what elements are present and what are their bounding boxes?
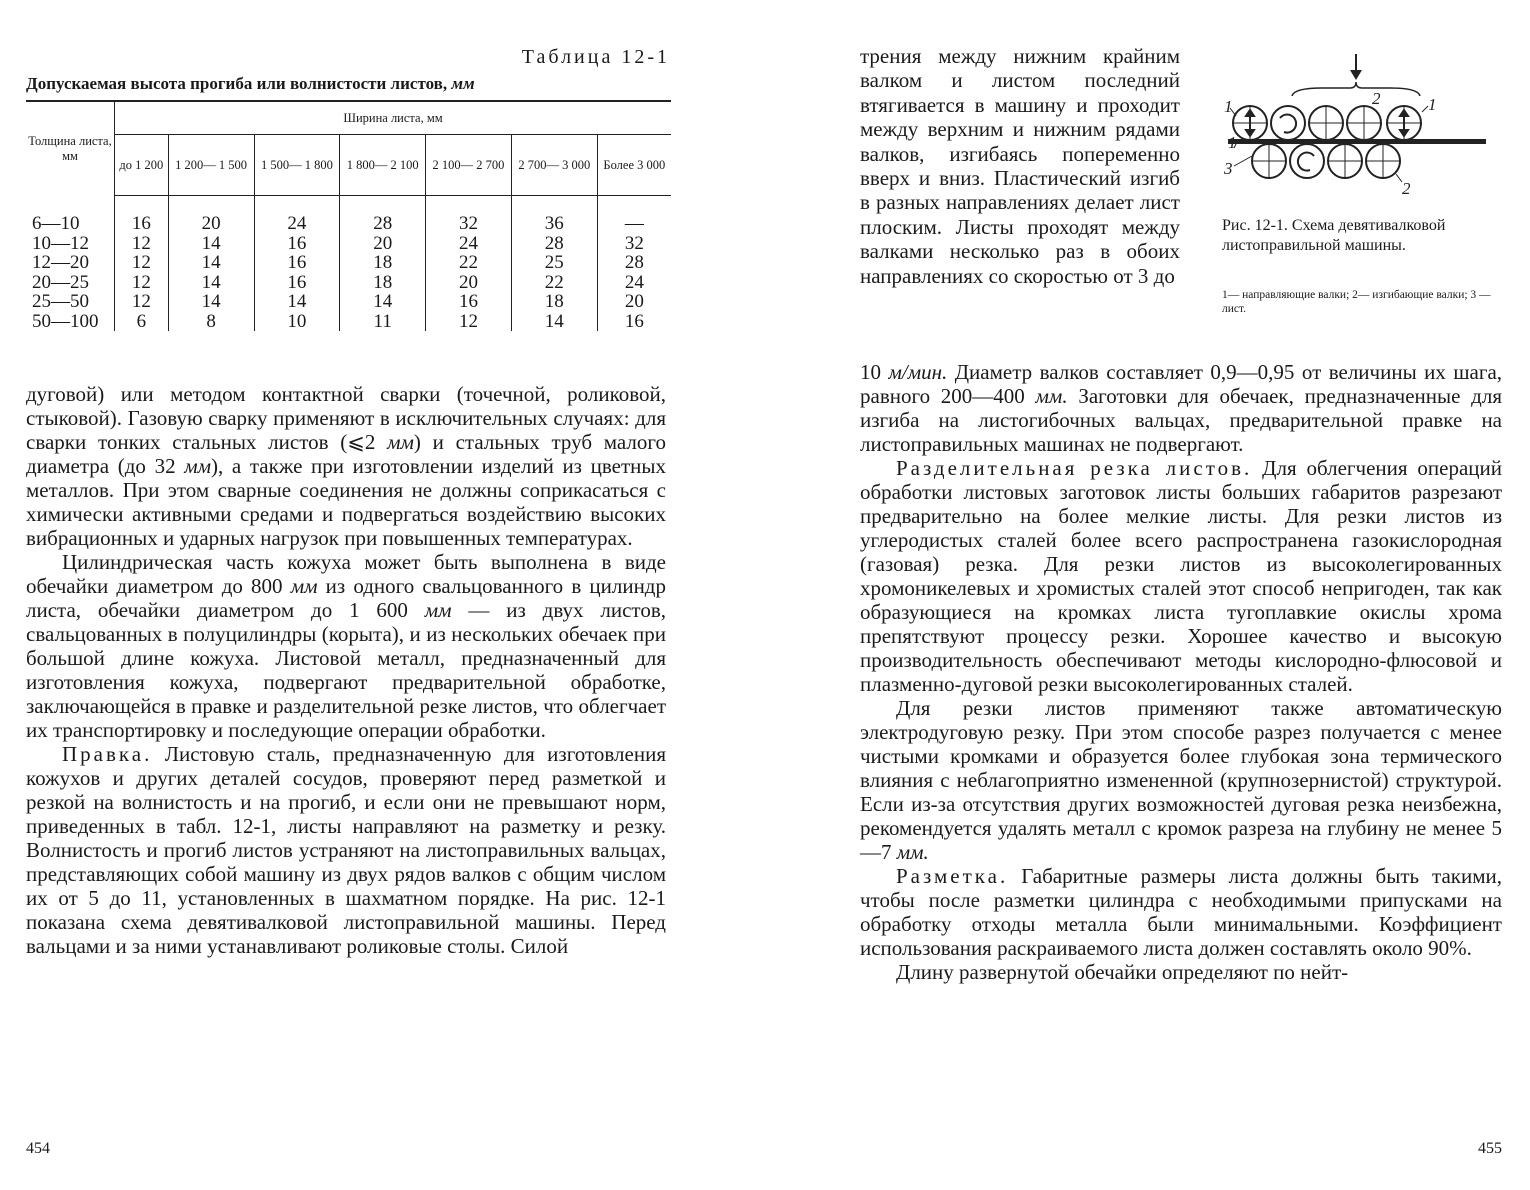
table-cell: 14 — [168, 253, 254, 273]
figure-legend: 1— направляющие валки; 2— изгибающие валки; 3 — лист. — [1222, 289, 1491, 315]
force-arrowhead-icon — [1350, 70, 1362, 80]
label-guide-left: 1 — [1224, 97, 1233, 116]
right-body-text — [860, 360, 1502, 984]
row-thickness: 6—10 — [32, 213, 80, 234]
table-cell: 24 — [597, 273, 671, 293]
text-run: Заготовки для обечаек, предназначенные для изгиба на листогибочных вальцах, предварительной правке на листоправильных машинах не подвергают. — [860, 384, 1502, 456]
text-run: Для резки листов применяют также автоматическую электродуговую резку. При этом способе разрез получается с менее чистыми кромками и образуется более глубокая зона термического влияния с неблагоприятно измененной (крупнозернистой) структурой. Если из-за отсутствия других возможностей дуговая резка неизбежна, рекомендуется удалять металл с кромок разреза на глубину не менее 5—7 — [860, 696, 1502, 864]
group-header: Ширина листа, мм — [115, 101, 672, 135]
text-run: из одного свальцованного в цилиндр листа, обечайки диаметром до 1 600 — [26, 574, 666, 622]
section-heading: Разметка. — [896, 864, 1009, 888]
label-bending-top: 2 — [1372, 89, 1381, 108]
paragraph — [860, 864, 1502, 960]
table-row — [26, 234, 671, 254]
unit: мм — [424, 598, 452, 622]
figure-caption: Рис. 12-1. Схема девятивалковой листоправильной машины. — [1222, 217, 1446, 254]
table-cell: 20 — [426, 273, 512, 293]
table-row — [26, 292, 671, 312]
table-cell: 11 — [340, 312, 426, 332]
table-cell: 25 — [511, 253, 597, 273]
paragraph — [26, 550, 666, 742]
text-run: Габаритные размеры листа должны быть такими, чтобы после разметки цилиндра с необходимыми припусками на обработку отходы металла были минимальными. Коэффициент использования раскраиваемого листа должен составлять около 90%. — [860, 864, 1502, 960]
figure-roller-machine — [1222, 48, 1512, 338]
column-header: 1 200— 1 500 — [168, 135, 254, 196]
table-cell: 18 — [511, 292, 597, 312]
label-guide-right: 1 — [1428, 95, 1437, 114]
table-cell: 28 — [597, 253, 671, 273]
paragraph — [860, 696, 1502, 864]
column-header: 1 800— 2 100 — [340, 135, 426, 196]
column-header: Более 3 000 — [597, 135, 671, 196]
table-cell: 20 — [340, 234, 426, 254]
unit: мм — [290, 574, 318, 598]
table-row — [26, 253, 671, 273]
right-page — [760, 0, 1530, 1190]
page-number: 454 — [26, 1140, 50, 1157]
roller-diagram — [1222, 48, 1512, 208]
left-page — [0, 0, 700, 1190]
unit: мм — [184, 454, 212, 478]
table-cell: 16 — [597, 312, 671, 332]
label-bending-bottom: 2 — [1402, 179, 1411, 198]
table-cell: 12 — [115, 292, 169, 312]
text-run: ), а также при изготовлении изделий из цветных металлов. При этом сварные соединения не должны соприкасаться с химически активными средами и подвергаться воздействию высоких вибрационных и ударных нагрузок при повышенных температурах. — [26, 454, 666, 550]
paragraph — [26, 382, 666, 550]
column-header: 2 700— 3 000 — [511, 135, 597, 196]
unit: мм. — [896, 840, 929, 864]
table-cell: 16 — [426, 292, 512, 312]
paragraph — [860, 456, 1502, 696]
table-cell: 14 — [254, 292, 340, 312]
rotation-arrow-icon — [1298, 153, 1314, 171]
text-run: Листовую сталь, предназначенную для изготовления кожухов и других деталей сосудов, проверяют перед разметкой и резкой на волнистость и на прогиб, и если они не превышают норм, приведенных в табл. 12-1, листы направляют на разметку и резку. Волнистость и прогиб листов устраняют на листоправильных вальцах, представляющих собой машину из двух рядов валков с общим числом их от 5 до 11, установленных в шахматном порядке. На рис. 12-1 показана схема девятивалковой листоправильной машины. Перед вальцами и за ними устанавливают роликовые столы. Силой — [26, 742, 666, 958]
table-cell: 20 — [168, 214, 254, 234]
label-guide-lower: 1 — [1228, 133, 1237, 152]
table-cell: 22 — [426, 253, 512, 273]
row-thickness: 12—20 — [32, 252, 89, 273]
unit: мм — [387, 430, 414, 454]
unit: мм. — [1035, 384, 1068, 408]
unit: м/мин. — [888, 360, 948, 384]
column-header: 2 100— 2 700 — [426, 135, 512, 196]
tolerance-table — [26, 100, 671, 331]
table-cell: 16 — [254, 253, 340, 273]
table-cell: 10 — [254, 312, 340, 332]
table-cell: 18 — [340, 253, 426, 273]
paragraph — [860, 360, 1502, 456]
table-cell: — — [597, 214, 671, 234]
right-column-text — [860, 44, 1180, 288]
bracket — [1292, 82, 1420, 96]
table-caption-unit: мм — [451, 74, 475, 93]
table-cell: 12 — [115, 234, 169, 254]
label-sheet: 3 — [1224, 159, 1233, 178]
section-heading: Правка. — [62, 742, 153, 766]
table-cell: 28 — [511, 234, 597, 254]
table-cell: 14 — [168, 273, 254, 293]
table-cell: 18 — [340, 273, 426, 293]
table-cell: 16 — [254, 273, 340, 293]
rotation-arrow-icon — [1280, 115, 1296, 133]
table-cell: 14 — [168, 292, 254, 312]
table-cell: 14 — [168, 234, 254, 254]
table-cell: 22 — [511, 273, 597, 293]
row-header: Толщина листа, мм — [26, 101, 115, 196]
table-cell: 16 — [254, 234, 340, 254]
row-thickness: 10—12 — [32, 232, 89, 254]
table-cell: 36 — [511, 214, 597, 234]
left-body-text — [26, 382, 666, 958]
table-cell: 16 — [115, 214, 169, 234]
text-run: Для облегчения операций обработки листовых заготовок листы больших габаритов разрезают предварительно на более мелкие листы. Для резки листов из углеродистых сталей более всего распространена газокислородная (газовая) резка. Для резки листов из высоколегированных хромоникелевых и хромистых сталей этот способ непригоден, так как образующиеся на кромках листа тугоплавкие окислы хрома препятствуют процессу резки. Хорошее качество и высокую производительность обеспечивают методы кислородно-флюсовой и плазменно-дуговой резки высоколегированных сталей. — [860, 456, 1502, 696]
table-cell: 12 — [115, 273, 169, 293]
table-cell: 14 — [340, 292, 426, 312]
table-cell: 28 — [340, 214, 426, 234]
table-cell: 14 — [511, 312, 597, 332]
text-run: — из двух листов, свальцованных в полуцилиндры (корыта), и из нескольких обечаек при большой длине кожуха. Листовой металл, предназначенный для изготовления кожуха, подвергают предварительной обработке, заключающейся в правке и разделительной резке листов, что облегчает их транспортировку и последующие операции обработки. — [26, 598, 666, 742]
column-header: 1 500— 1 800 — [254, 135, 340, 196]
row-thickness: 20—25 — [32, 271, 89, 293]
table-cell: 12 — [426, 312, 512, 332]
table-row — [26, 214, 671, 234]
section-heading: Разделительная резка листов. — [896, 456, 1253, 480]
table-cell: 24 — [426, 234, 512, 254]
row-thickness: 25—50 — [32, 291, 89, 312]
table-body — [26, 196, 671, 332]
table-cell: 20 — [597, 292, 671, 312]
table-cell: 24 — [254, 214, 340, 234]
table-cell: 8 — [168, 312, 254, 332]
text-run: ) и стальных труб малого диаметра (до 32 — [26, 430, 666, 478]
row-thickness: 50—100 — [32, 310, 99, 332]
table-cell: 12 — [115, 253, 169, 273]
text-run: 10 — [860, 360, 889, 384]
text-run: Цилиндрическая часть кожуха может быть выполнена в виде обечайки диаметром до 800 — [26, 550, 666, 598]
table-cell: 32 — [597, 234, 671, 254]
column-header: до 1 200 — [115, 135, 169, 196]
text-run: дуговой) или методом контактной сварки (точечной, роликовой, стыковой). Газовую сварку применяют в исключительных случаях: для сварки тонких стальных листов (⩽2 — [26, 382, 666, 454]
table-label: Таблица 12-1 — [521, 46, 670, 68]
page-number: 455 — [1478, 1140, 1502, 1157]
table-caption-text: Допускаемая высота прогиба или волнистости листов, — [26, 74, 452, 93]
table-row — [26, 273, 671, 293]
paragraph: трения между нижним крайним валком и листом последний втягивается в машину и проходит между верхним и нижним рядами валков, изгибаясь попеременно вверх и вниз. Пластический изгиб в разных направлениях делает лист плоским. Листы проходят между валками несколько раз в обоих направлениях со скоростью от 3 до — [860, 44, 1180, 288]
table-cell: 32 — [426, 214, 512, 234]
table-caption — [26, 74, 676, 94]
paragraph — [26, 742, 666, 958]
text-run: Диаметр валков составляет 0,9—0,95 от величины их шага, равного 200—400 — [860, 360, 1503, 408]
table-cell: 6 — [115, 312, 169, 332]
paragraph: Длину развернутой обечайки определяют по нейт- — [896, 960, 1349, 984]
table-row — [26, 312, 671, 332]
